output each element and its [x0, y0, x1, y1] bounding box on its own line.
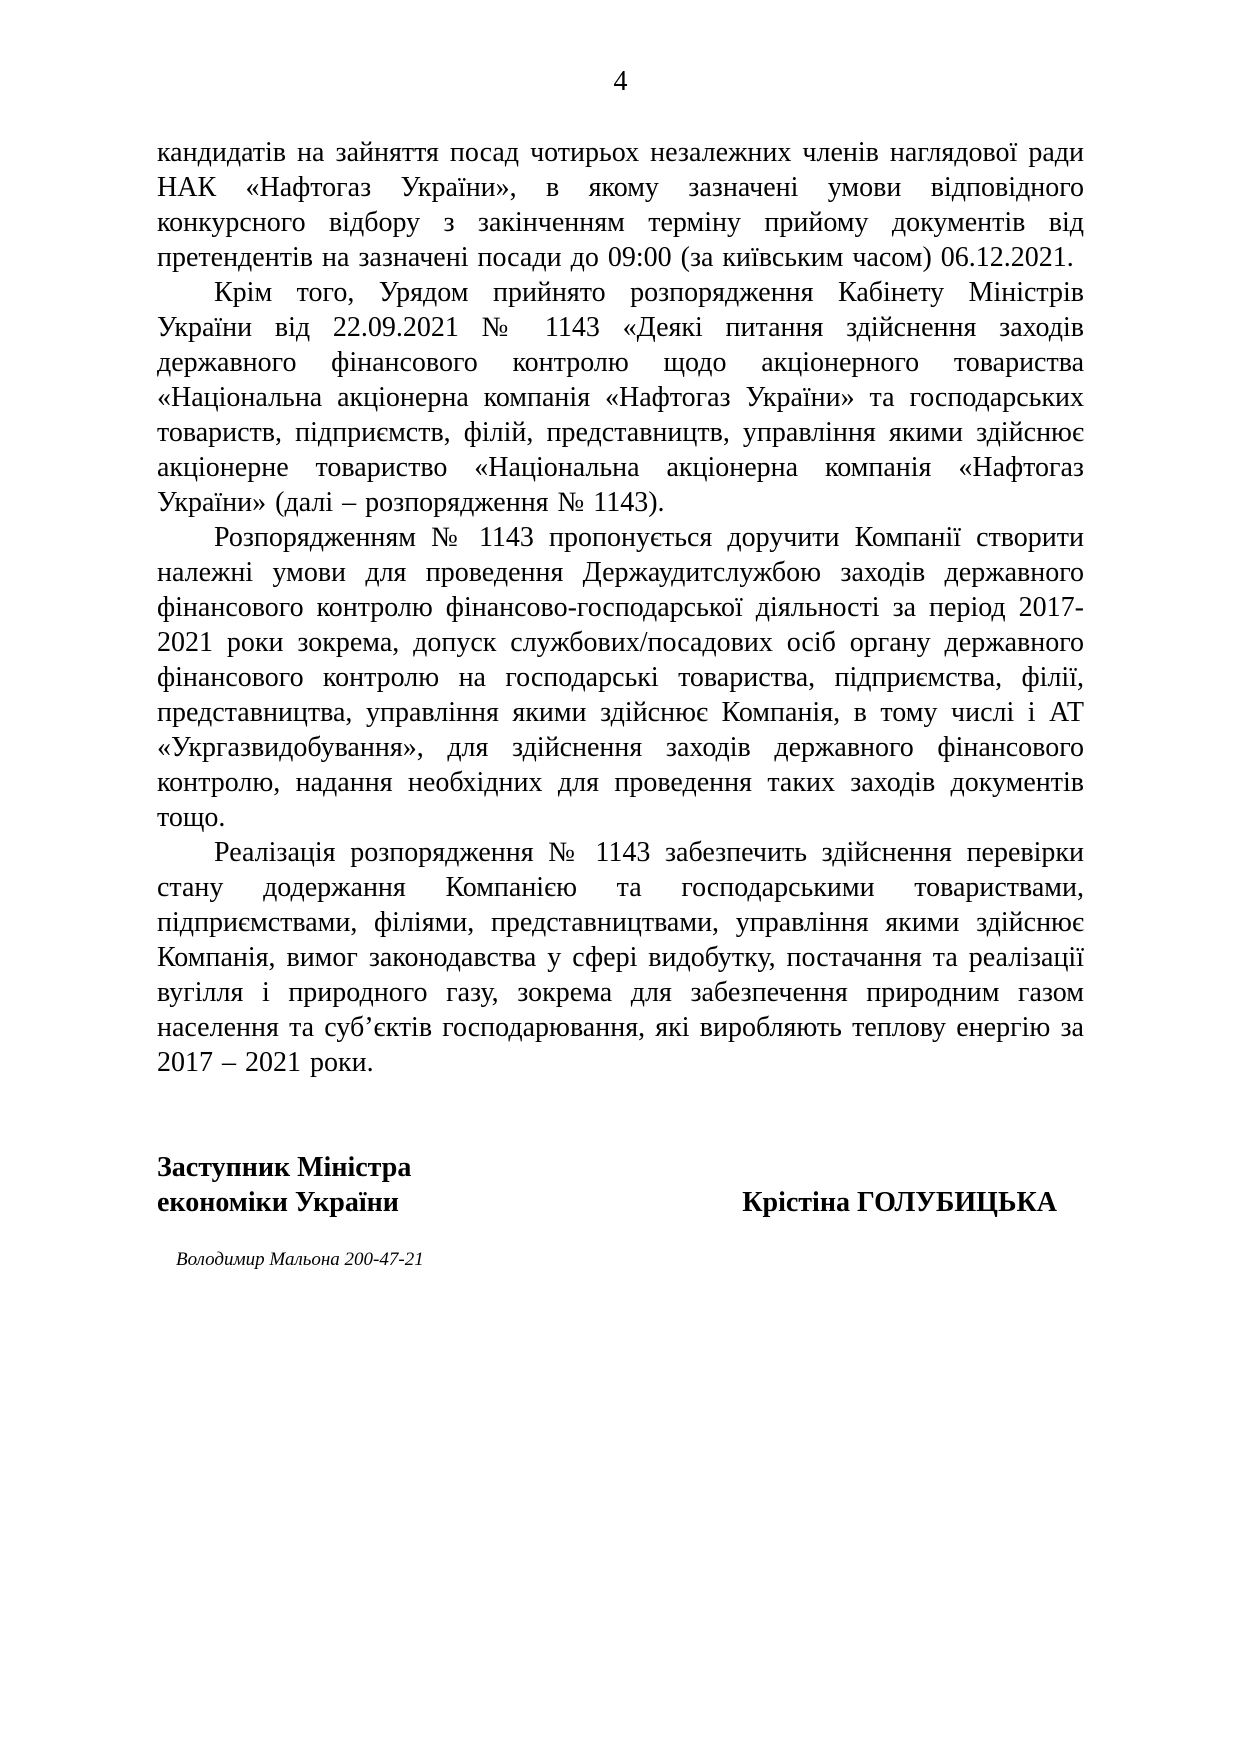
body-paragraph: Крім того, Урядом прийнято розпорядження Кабінету Міністрів України від 22.09.2021 № 1143 «Деякі питання здійснення заходів державного фінансового контролю щодо акціонерного товариства «Національна акціонерна компанія «Нафтогаз України» та господарських товариств, підприємств, філій, представництв, управління якими здійснює акціонерне товариство «Національна акціонерна компанія «Нафтогаз України» (далі – розпорядження № 1143).: [157, 277, 1084, 518]
signature-name: Крістіна ГОЛУБИЦЬКА: [742, 1187, 1057, 1218]
body-paragraph: Розпорядженням № 1143 пропонується доручити Компанії створити належні умови для проведення Держаудитслужбою заходів державного фінансового контролю фінансово-господарської діяльності за період 2017-2021 роки зокрема, допуск службових/посадових осіб органу державного фінансового контролю на господарські товариства, підприємства, філії, представництва, управління якими здійснює Компанія, в тому числі і АТ «Укргазвидобування», для здійснення заходів державного фінансового контролю, надання необхідних для проведення таких заходів документів тощо.: [157, 522, 1084, 833]
signature-title: [157, 1150, 411, 1220]
signature-block: [157, 1150, 1084, 1220]
page-number: 4: [613, 66, 628, 97]
signature-title-line1: Заступник Міністра: [157, 1152, 412, 1183]
document-body: [157, 135, 1084, 1080]
body-paragraph: кандидатів на зайняття посад чотирьох незалежних членів наглядової ради НАК «Нафтогаз України», в якому зазначені умови відповідного конкурсного відбору з закінченням терміну прийому документів від претендентів на зазначені посади до 09:00 (за київським часом) 06.12.2021.: [157, 137, 1084, 273]
body-paragraph: Реалізація розпорядження № 1143 забезпечить здійснення перевірки стану додержання Компанією та господарськими товариствами, підприємствами, філіями, представництвами, управління якими здійснює Компанія, вимог законодавства у сфері видобутку, постачання та реалізації вугілля і природного газу, зокрема для забезпечення природним газом населення та суб’єктів господарювання, які виробляють теплову енергію за 2017 – 2021 роки.: [157, 837, 1084, 1078]
signature-title-line2: економіки України: [157, 1187, 399, 1218]
footer-reference: Володимир Мальона 200-47-21: [176, 1249, 424, 1270]
